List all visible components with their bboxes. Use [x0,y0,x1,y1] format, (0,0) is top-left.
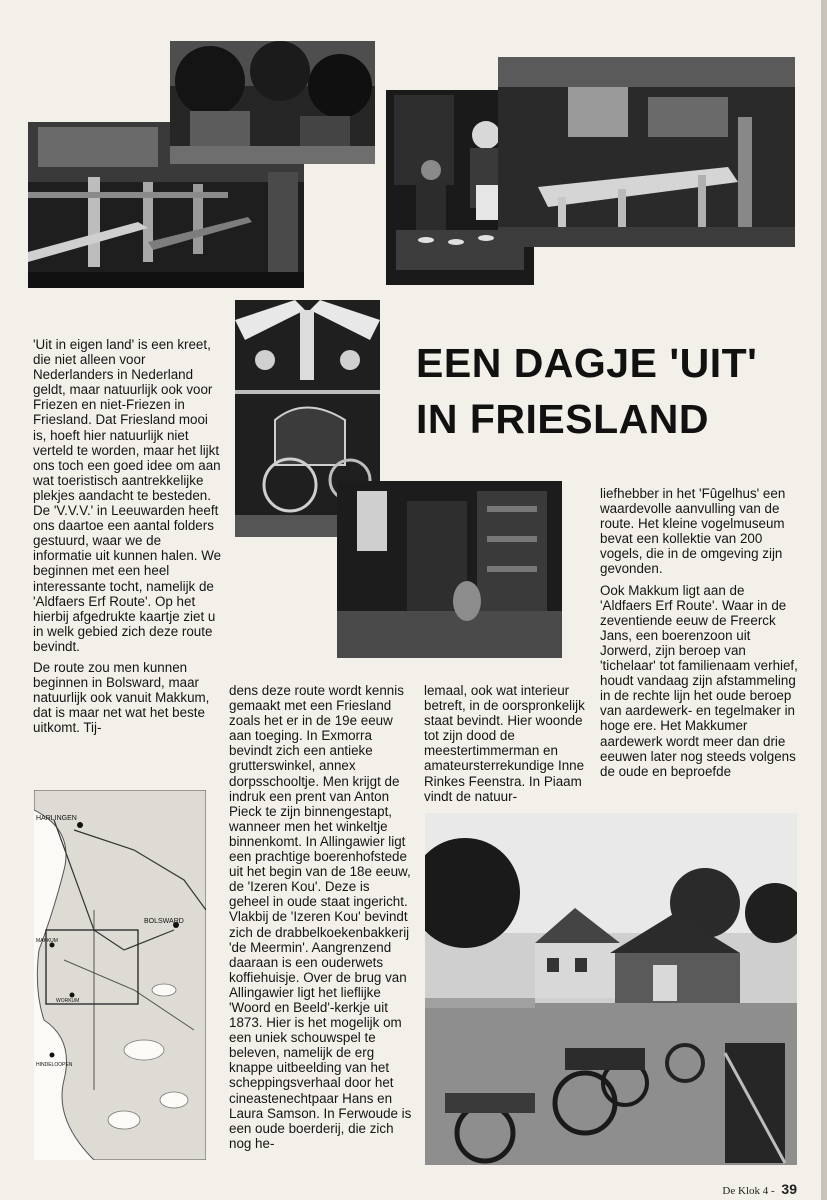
text-column-4 [600,486,798,779]
paragraph: liefhebber in het 'Fûgelhus' een waardevolle aanvulling van de route. Het kleine vogelmuseum bevat een kollektie van 200 vogels, die in de omgeving zijn gevonden. [600,486,786,577]
text-column-1 [33,337,223,735]
paragraph: dens deze route wordt kennis gemaakt met een Friesland zoals het er in de 19e eeuw aan toeging. In Exmorra bevindt zich een antieke grutterswinkel, annex dorpsschooltje. Men krijgt de indruk een prent van Anton Pieck te zijn binnengestapt, wanneer men het winkeltje binnenkomt. In Allingawier ligt een prachtige boerenhofstede uit het begin van de 18e eeuw, de 'Izeren Kou'. Deze is geheel in oude staat ingericht. Vlakbij de 'Izeren Kou' bevindt zich de drabbelkoekenbakkerij 'de Meermin'. Aangrenzend daaraan is een ouderwets koffiehuisje. Over de brug van Allingawier ligt het lieflijke 'Woord en Beeld'-kerkje uit 1873. Hier is het mogelijk om een uniek schouwspel te beleven, namelijk de erg knappe uitbeelding van het scheppingsverhaal door het cineastenechtpaar Hans en Laura Samson. In Ferwoude is een oude boerderij, die zich nog he- [229,683,412,1151]
map-label-makkum: MAKKUM [36,938,58,944]
map-label-harlingen: HARLINGEN [36,815,77,822]
map-label-workum: WORKUM [56,998,80,1004]
paragraph: De route zou men kunnen beginnen in Bolsward, maar natuurlijk ook vanuit Makkum, dat is maar net wat het beste uitkomt. Tij- [33,659,210,736]
text-column-2 [229,683,413,1151]
title-line-2: IN FRIESLAND [416,396,709,442]
photo-farmyard-carts [425,813,797,1165]
map-label-hindeloopen: HINDELOOPEN [36,1062,73,1068]
page-edge [821,0,827,1200]
magazine-name: De Klok 4 [722,1185,769,1197]
photo-workshop [498,57,795,247]
photo-shop-interior [337,481,562,658]
page-number: 39 [781,1181,797,1197]
photo-farm-trees [170,41,375,164]
paragraph: lemaal, ook wat interieur betreft, in de oorspronkelijk staat bevindt. Hier woonde tot zijn dood de meestertimmerman en amateursterrekundige Inne Rinkes Feenstra. In Piaam vindt de natuur- [424,683,585,804]
paragraph: 'Uit in eigen land' is een kreet, die niet alleen voor Nederlanders in Nederland geldt, maar natuurlijk ook voor Friezen en niet-Friezen in Friesland. Dat Friesland mooi is, hoeft hier natuurlijk niet verteld te worden, maar het lijkt ons toch een goed idee om aan wat toeristisch aantrekkelijke plekjes aandacht te besteden. De 'V.V.V.' in Leeuwarden heeft ons daartoe een aantal folders gestuurd, waar we de informatie uit kunnen halen. We beginnen met een heel interessante tocht, namelijk de 'Aldfaers Erf Route'. Op het hierbij afgedrukte kaartje ziet u in welk gebied zich deze route bevindt. [33,337,222,654]
paragraph: Ook Makkum ligt aan de 'Aldfaers Erf Route'. Waar in de zeventiende eeuw de Freerck Jans, een boerenzoon uit Jorwerd, zijn beroep van 'tichelaar' tot familienaam verhief, houdt vandaag zijn afstammeling in de rechte lijn het oude beroep van aardewerk- en tegelmaker in hoge ere. Het Makkumer aardewerk wordt meer dan drie eeuwen later nog steeds volgens de oude en beproefde [600,582,798,779]
route-map [34,790,206,1160]
title-line-1: EEN DAGJE 'UIT' [416,340,758,386]
text-column-3 [424,683,592,804]
page-footer: De Klok 4 - 39 [722,1181,797,1197]
article-title [416,335,816,447]
map-label-bolsward: BOLSWARD [144,918,184,925]
